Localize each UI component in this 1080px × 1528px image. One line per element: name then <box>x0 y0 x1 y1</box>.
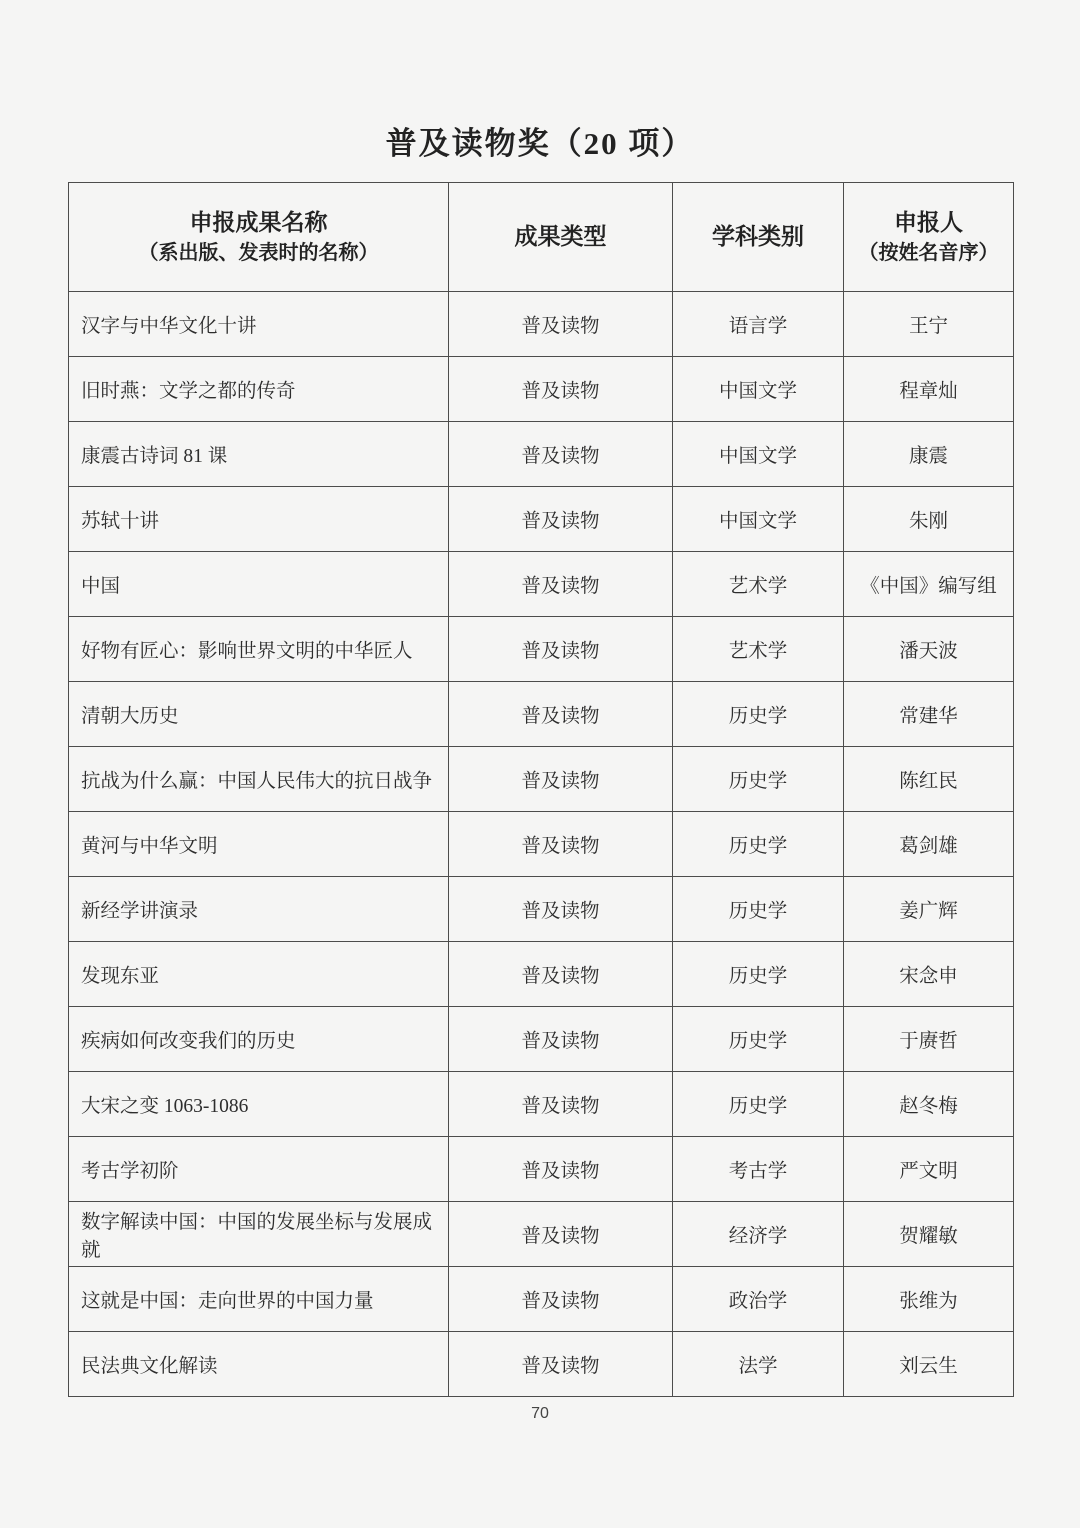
result-type-cell: 普及读物 <box>449 487 673 552</box>
result-type-cell: 普及读物 <box>449 1332 673 1397</box>
applicant-cell: 贺耀敏 <box>844 1202 1014 1267</box>
subject-category-cell: 中国文学 <box>673 357 844 422</box>
subject-category-cell: 历史学 <box>673 812 844 877</box>
table-row <box>69 1267 1014 1332</box>
table-row <box>69 552 1014 617</box>
header-subject-category <box>673 183 844 292</box>
applicant-cell: 赵冬梅 <box>844 1072 1014 1137</box>
header-result-name-label: 申报成果名称 <box>189 209 328 235</box>
award-table <box>68 182 1014 1397</box>
table-body <box>69 292 1014 1397</box>
subject-category-cell: 艺术学 <box>673 617 844 682</box>
table-row <box>69 1332 1014 1397</box>
result-name-cell: 清朝大历史 <box>69 682 449 747</box>
result-type-cell: 普及读物 <box>449 617 673 682</box>
result-type-cell: 普及读物 <box>449 422 673 487</box>
applicant-cell: 刘云生 <box>844 1332 1014 1397</box>
applicant-cell: 于赓哲 <box>844 1007 1014 1072</box>
result-type-cell: 普及读物 <box>449 1137 673 1202</box>
header-applicant-sublabel: （按姓名音序） <box>858 242 999 265</box>
header-applicant <box>844 183 1014 292</box>
subject-category-cell: 中国文学 <box>673 422 844 487</box>
page-title: 普及读物奖（20 项） <box>385 126 695 161</box>
table-row <box>69 1072 1014 1137</box>
applicant-cell: 严文明 <box>844 1137 1014 1202</box>
table-row <box>69 747 1014 812</box>
result-name-cell: 黄河与中华文明 <box>69 812 449 877</box>
subject-category-cell: 法学 <box>673 1332 844 1397</box>
applicant-cell: 常建华 <box>844 682 1014 747</box>
result-name-cell: 考古学初阶 <box>69 1137 449 1202</box>
result-type-cell: 普及读物 <box>449 747 673 812</box>
subject-category-cell: 中国文学 <box>673 487 844 552</box>
subject-category-cell: 历史学 <box>673 942 844 1007</box>
result-name-cell: 民法典文化解读 <box>69 1332 449 1397</box>
result-name-cell: 这就是中国：走向世界的中国力量 <box>69 1267 449 1332</box>
result-name-cell: 发现东亚 <box>69 942 449 1007</box>
result-name-cell: 好物有匠心：影响世界文明的中华匠人 <box>69 617 449 682</box>
result-type-cell: 普及读物 <box>449 942 673 1007</box>
subject-category-cell: 历史学 <box>673 682 844 747</box>
table-row <box>69 292 1014 357</box>
table-row <box>69 942 1014 1007</box>
result-name-cell: 苏轼十讲 <box>69 487 449 552</box>
subject-category-cell: 历史学 <box>673 877 844 942</box>
applicant-cell: 王宁 <box>844 292 1014 357</box>
header-subject-category-label: 学科类别 <box>712 224 804 250</box>
result-type-cell: 普及读物 <box>449 552 673 617</box>
result-name-cell: 康震古诗词 81 课 <box>69 422 449 487</box>
subject-category-cell: 语言学 <box>673 292 844 357</box>
applicant-cell: 陈红民 <box>844 747 1014 812</box>
applicant-cell: 潘天波 <box>844 617 1014 682</box>
subject-category-cell: 历史学 <box>673 1072 844 1137</box>
applicant-cell: 葛剑雄 <box>844 812 1014 877</box>
table-row <box>69 877 1014 942</box>
subject-category-cell: 历史学 <box>673 1007 844 1072</box>
subject-category-cell: 经济学 <box>673 1202 844 1267</box>
header-result-name <box>69 183 449 292</box>
result-type-cell: 普及读物 <box>449 682 673 747</box>
header-result-name-sublabel: （系出版、发表时的名称） <box>138 242 379 265</box>
table-row <box>69 812 1014 877</box>
result-type-cell: 普及读物 <box>449 1072 673 1137</box>
result-type-cell: 普及读物 <box>449 1267 673 1332</box>
result-name-cell: 旧时燕：文学之都的传奇 <box>69 357 449 422</box>
result-name-cell: 中国 <box>69 552 449 617</box>
subject-category-cell: 艺术学 <box>673 552 844 617</box>
result-type-cell: 普及读物 <box>449 292 673 357</box>
result-type-cell: 普及读物 <box>449 1007 673 1072</box>
table-header <box>69 183 1014 292</box>
table-row <box>69 422 1014 487</box>
result-name-cell: 疾病如何改变我们的历史 <box>69 1007 449 1072</box>
header-applicant-label: 申报人 <box>894 209 963 235</box>
header-row <box>69 183 1014 292</box>
applicant-cell: 程章灿 <box>844 357 1014 422</box>
result-type-cell: 普及读物 <box>449 357 673 422</box>
result-type-cell: 普及读物 <box>449 1202 673 1267</box>
table-row <box>69 1202 1014 1267</box>
result-name-cell: 大宋之变 1063-1086 <box>69 1072 449 1137</box>
applicant-cell: 姜广辉 <box>844 877 1014 942</box>
subject-category-cell: 考古学 <box>673 1137 844 1202</box>
result-name-cell: 抗战为什么赢：中国人民伟大的抗日战争 <box>69 747 449 812</box>
table-row <box>69 617 1014 682</box>
table-row <box>69 1007 1014 1072</box>
applicant-cell: 《中国》编写组 <box>844 552 1014 617</box>
result-name-cell: 汉字与中华文化十讲 <box>69 292 449 357</box>
subject-category-cell: 历史学 <box>673 747 844 812</box>
table-row <box>69 682 1014 747</box>
header-result-type-label: 成果类型 <box>514 224 607 250</box>
table-row <box>69 357 1014 422</box>
applicant-cell: 宋念申 <box>844 942 1014 1007</box>
result-type-cell: 普及读物 <box>449 877 673 942</box>
result-type-cell: 普及读物 <box>449 812 673 877</box>
header-result-type <box>449 183 673 292</box>
table-row <box>69 487 1014 552</box>
table-row <box>69 1137 1014 1202</box>
applicant-cell: 康震 <box>844 422 1014 487</box>
result-name-cell: 新经学讲演录 <box>69 877 449 942</box>
applicant-cell: 朱刚 <box>844 487 1014 552</box>
result-name-cell: 数字解读中国：中国的发展坐标与发展成就 <box>69 1202 449 1267</box>
applicant-cell: 张维为 <box>844 1267 1014 1332</box>
page-number: 70 <box>531 1405 549 1422</box>
subject-category-cell: 政治学 <box>673 1267 844 1332</box>
